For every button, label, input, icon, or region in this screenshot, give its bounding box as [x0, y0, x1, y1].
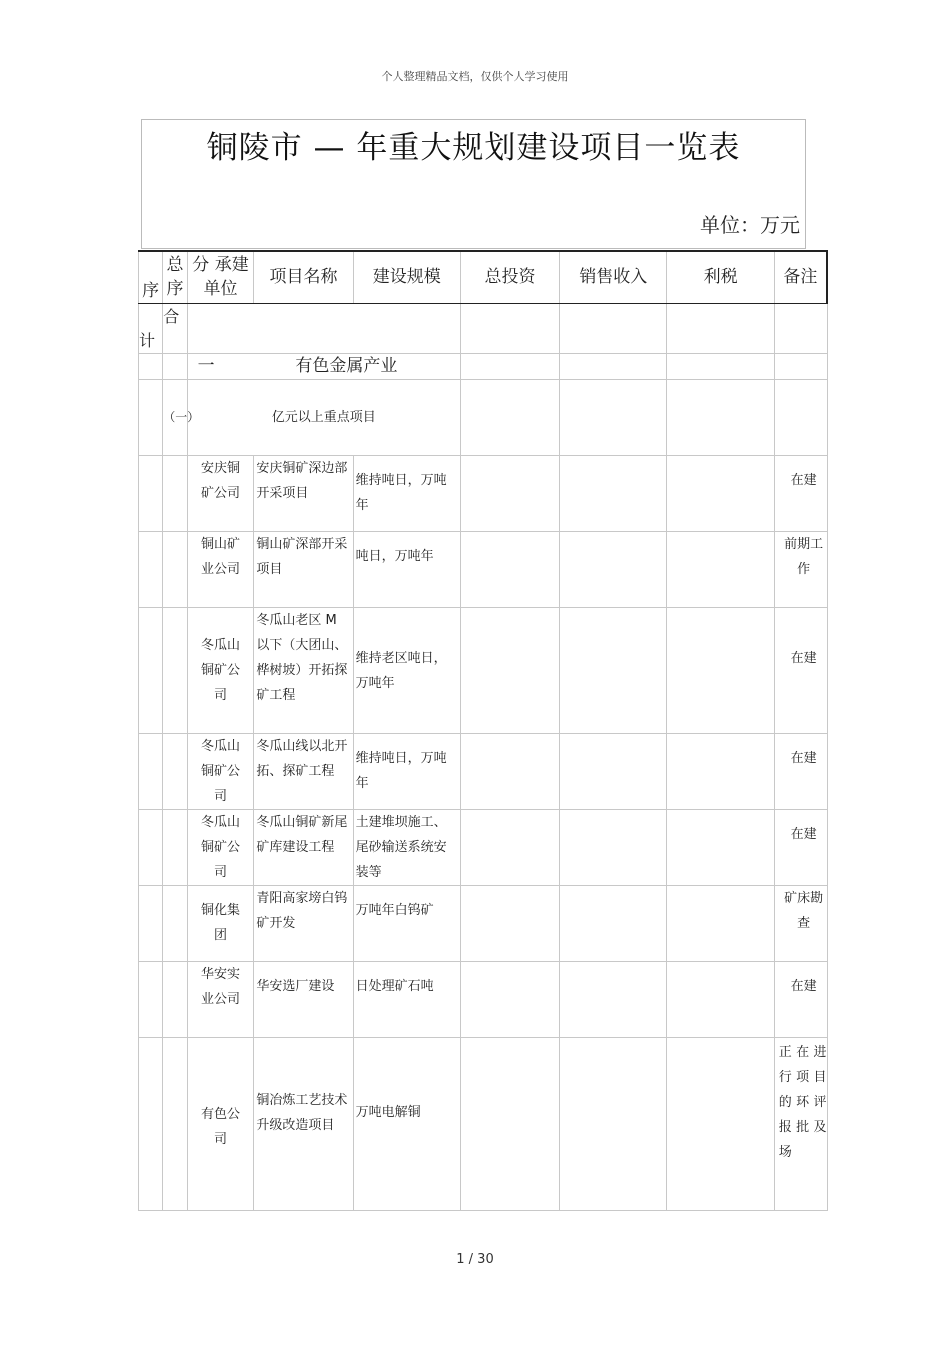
subsection-label: 亿元以上重点项目 [187, 379, 460, 455]
section-row [139, 353, 828, 379]
col-total-seq: 总序 [163, 251, 187, 303]
table-row [139, 1037, 828, 1210]
table-row [139, 961, 828, 1037]
project-table [138, 250, 828, 1211]
row-unit: 冬瓜山铜矿公司 [187, 809, 254, 885]
row-name: 冬瓜山铜矿新尾矿库建设工程 [254, 809, 353, 885]
table-row [139, 531, 828, 607]
row-scale: 万吨年白钨矿 [353, 885, 460, 961]
row-unit: 铜化集团 [187, 885, 254, 961]
table-row [139, 809, 828, 885]
row-unit: 冬瓜山铜矿公司 [187, 733, 254, 809]
row-unit: 铜山矿业公司 [187, 531, 254, 607]
total-row [139, 303, 828, 353]
col-unit: 分 承建单位 [187, 251, 254, 303]
row-scale: 万吨电解铜 [353, 1037, 460, 1210]
row-scale: 日处理矿石吨 [353, 961, 460, 1037]
page-title: 铜陵市 — 年重大规划建设项目一览表 [206, 130, 741, 166]
row-note: 在建 [774, 961, 827, 1037]
row-unit: 安庆铜矿公司 [187, 455, 254, 531]
col-note: 备注 [774, 251, 827, 303]
subsection-row [139, 379, 828, 455]
section-label: 有色金属产业 [295, 355, 398, 376]
row-scale: 维持吨日，万吨年 [353, 733, 460, 809]
row-note: 在建 [774, 809, 827, 885]
row-scale: 维持吨日，万吨年 [353, 455, 460, 531]
table-row [139, 455, 828, 531]
table-row [139, 607, 828, 733]
row-name: 冬瓜山老区 M以下（大团山、桦树坡）开拓探矿工程 [254, 607, 353, 733]
row-scale: 吨日，万吨年 [353, 531, 460, 607]
col-name: 项目名称 [254, 251, 353, 303]
row-note: 在建 [774, 455, 827, 531]
row-scale: 维持老区吨日，万吨年 [353, 607, 460, 733]
row-name: 铜冶炼工艺技术升级改造项目 [254, 1037, 353, 1210]
row-note: 前期工作 [774, 531, 827, 607]
row-unit: 有色公司 [187, 1037, 254, 1210]
subsection-number: （一） [163, 379, 187, 455]
row-note: 在建 [774, 607, 827, 733]
col-tax: 利税 [667, 251, 774, 303]
table-row [139, 733, 828, 809]
col-sales: 销售收入 [560, 251, 667, 303]
row-note: 矿床勘查 [774, 885, 827, 961]
row-name: 冬瓜山线以北开拓、探矿工程 [254, 733, 353, 809]
row-scale: 土建堆坝施工、尾砂输送系统安装等 [353, 809, 460, 885]
total-seq-cell: 计 [139, 303, 163, 353]
row-name: 铜山矿深部开采项目 [254, 531, 353, 607]
col-investment: 总投资 [460, 251, 559, 303]
row-note: 正在进行项目的环评报批及场 [774, 1037, 827, 1210]
row-unit: 华安实业公司 [187, 961, 254, 1037]
row-name: 青阳高家塝白钨矿开发 [254, 885, 353, 961]
row-name: 华安选厂建设 [254, 961, 353, 1037]
unit-label: 单位：万元 [700, 213, 800, 237]
page-number: 1 / 30 [456, 1252, 494, 1267]
total-label-cell: 合 [163, 303, 187, 353]
row-unit: 冬瓜山铜矿公司 [187, 607, 254, 733]
section-number: 一 [197, 355, 215, 376]
table-header-row [139, 251, 828, 303]
col-scale: 建设规模 [353, 251, 460, 303]
col-seq: 序 [139, 251, 163, 303]
row-note: 在建 [774, 733, 827, 809]
table-row [139, 885, 828, 961]
header-note: 个人整理精品文档，仅供个人学习使用 [381, 70, 569, 83]
row-name: 安庆铜矿深边部开采项目 [254, 455, 353, 531]
